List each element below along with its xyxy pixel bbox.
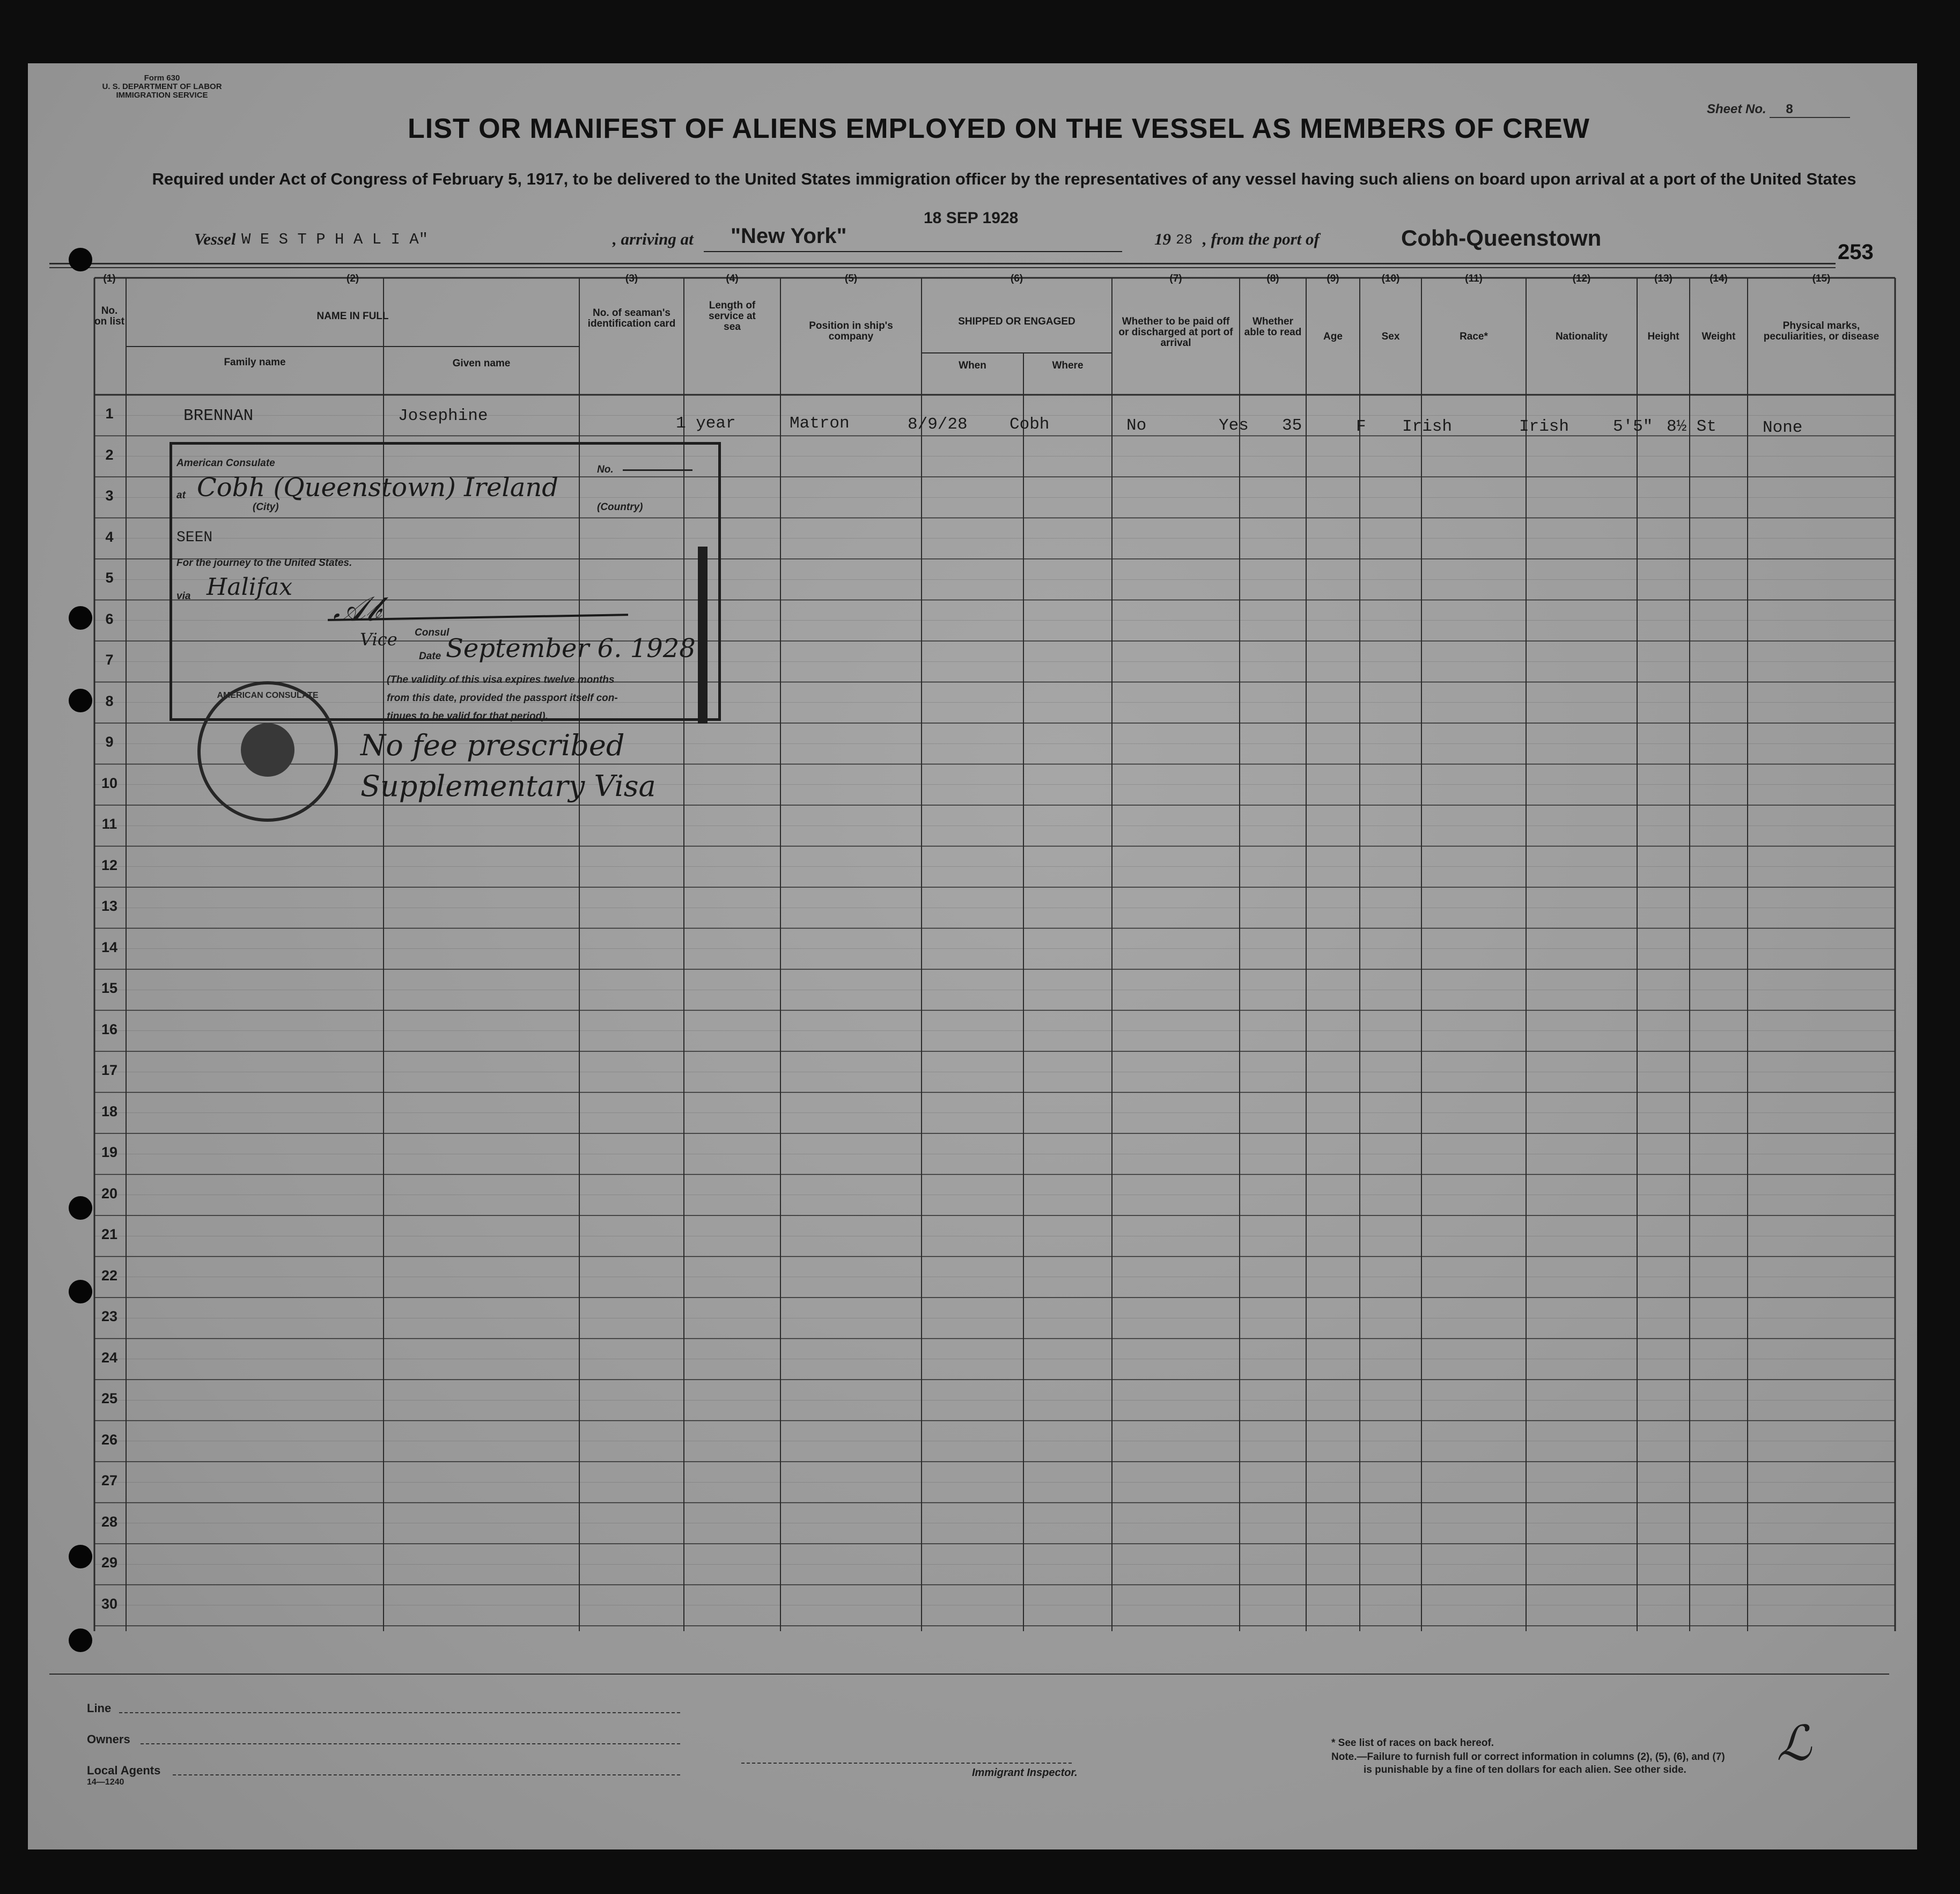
visa-via-place: Halifax: [207, 573, 293, 601]
col12-num: (12): [1572, 273, 1591, 284]
col15-num: (15): [1812, 273, 1831, 284]
col15-label: Physical marks, peculiarities, or disease: [1763, 320, 1880, 342]
col13-label: Height: [1647, 331, 1679, 342]
visa-stamp-edge: [698, 547, 708, 724]
cell-able-to-read: Yes: [1219, 416, 1249, 435]
col7-label: Whether to be paid off or discharged at port of arrival: [1118, 316, 1233, 349]
row-number: 27: [101, 1472, 118, 1488]
col11-num: (11): [1465, 273, 1483, 284]
row-number: 2: [105, 446, 114, 463]
col1-num: (1): [103, 273, 116, 284]
cell-position: Matron: [790, 414, 850, 433]
visa-stamp: [170, 442, 721, 721]
eagle-icon: [241, 723, 294, 777]
cell-paid-off: No: [1126, 416, 1147, 435]
row-number: 10: [101, 775, 118, 791]
visa-via-label: via: [176, 591, 191, 602]
cell-nationality: Irish: [1519, 417, 1570, 436]
visa-consul-label: Consul: [415, 627, 450, 638]
year-value: 28: [1176, 232, 1193, 248]
department-name: U. S. DEPARTMENT OF LABOR: [102, 82, 222, 91]
inspector-signature-field: [741, 1763, 1074, 1764]
visa-validity-line-2: from this date, provided the passport itself con-: [387, 692, 618, 704]
year-prefix: 19: [1154, 230, 1171, 248]
visa-seen-stamp: SEEN: [176, 529, 213, 546]
departure-port: Cobh-Queenstown: [1401, 225, 1602, 250]
col2-given-label: Given name: [452, 358, 511, 369]
col10-num: (10): [1381, 273, 1400, 284]
sheet-number-label: Sheet No.: [1707, 102, 1766, 116]
col2-family-label: Family name: [224, 357, 286, 368]
page-title: LIST OR MANIFEST OF ALIENS EMPLOYED ON THE VESSEL AS MEMBERS OF CREW: [408, 113, 1590, 144]
footer-owners-field: [141, 1743, 682, 1744]
col13-num: (13): [1654, 273, 1672, 284]
row-number: 23: [101, 1308, 118, 1324]
col6-where-label: Where: [1052, 360, 1084, 371]
row-number: 16: [101, 1021, 118, 1037]
row-number: 5: [105, 570, 114, 586]
footer-note-fine: is punishable by a fine of ten dollars for each alien. See other side.: [1364, 1764, 1686, 1775]
visa-validity-line-1: (The validity of this visa expires twelve months: [387, 674, 615, 686]
col6-label: SHIPPED OR ENGAGED: [958, 316, 1075, 327]
row-number: 26: [101, 1431, 118, 1448]
cell-height: 5'5": [1613, 417, 1653, 436]
cell-race: Irish: [1402, 417, 1453, 436]
cell-given-name: Josephine: [398, 407, 488, 425]
arriving-label: , arriving at: [613, 230, 694, 248]
row-number: 30: [101, 1595, 118, 1612]
row-number: 17: [101, 1062, 118, 1078]
cell-length-of-service: 1 year: [676, 414, 736, 433]
visa-city-country: Cobh (Queenstown) Ireland: [197, 473, 558, 503]
col5-num: (5): [844, 273, 858, 284]
col14-label: Weight: [1701, 331, 1736, 342]
row-number: 22: [101, 1267, 118, 1284]
col7-num: (7): [1169, 273, 1182, 284]
row-number: 4: [105, 528, 114, 545]
col9-label: Age: [1323, 331, 1343, 342]
page-subtitle: Required under Act of Congress of February 5, 1917, to be delivered to the United States immigration officer by the representatives of any vessel having such aliens on board upon arrival at a port of the United States: [152, 169, 1856, 188]
col2-num: (2): [346, 273, 359, 284]
row-number: 29: [101, 1554, 118, 1571]
visa-validity-line-3: tinues to be valid for that period).: [387, 711, 548, 722]
binder-hole: [69, 1196, 92, 1220]
row-number: 25: [101, 1390, 118, 1406]
visa-vice-label: Vice: [360, 629, 397, 650]
col3-label: No. of seaman's identification card: [587, 307, 676, 329]
col11-label: Race*: [1460, 331, 1488, 342]
col2-label: NAME IN FULL: [316, 311, 389, 322]
row-number: 28: [101, 1513, 118, 1530]
row-number: 11: [101, 816, 117, 832]
visa-date-label: Date: [419, 651, 441, 662]
col14-num: (14): [1710, 273, 1728, 284]
visa-consulate-label: American Consulate: [176, 458, 275, 469]
row-number: 14: [101, 939, 118, 955]
binder-hole: [69, 1280, 92, 1303]
row-number: 9: [105, 734, 114, 750]
vessel-name: W E S T P H A L I A": [241, 231, 429, 248]
row-number: 8: [105, 692, 114, 709]
row-number: 6: [105, 610, 114, 627]
col12-label: Nationality: [1555, 331, 1608, 342]
row-number: 20: [101, 1185, 118, 1202]
vessel-label: Vessel: [194, 230, 236, 248]
row-number: 3: [105, 488, 114, 504]
footer-note-failure: Note.—Failure to furnish full or correct information in columns (2), (5), (6), and (7): [1331, 1751, 1725, 1763]
visa-country-label: (Country): [597, 502, 643, 513]
row-number: 21: [101, 1226, 118, 1242]
col3-num: (3): [625, 273, 638, 284]
visa-journey-label: For the journey to the United States.: [176, 557, 352, 569]
cell-weight: 8½ St: [1667, 417, 1717, 436]
footer-agents-label: Local Agents: [87, 1764, 161, 1777]
form-number: Form 630: [144, 73, 180, 83]
col4-label: Length of service at sea: [709, 300, 756, 333]
from-label: , from the port of: [1203, 230, 1320, 248]
visa-no-label: No.: [597, 464, 614, 475]
binder-hole: [69, 1545, 92, 1568]
row-number: 12: [101, 857, 118, 873]
binder-hole: [69, 689, 92, 712]
binder-hole: [69, 1628, 92, 1652]
footer-note-races: * See list of races on back hereof.: [1331, 1737, 1494, 1749]
cell-shipped-when: 8/9/28: [908, 415, 968, 434]
row-number: 13: [101, 898, 118, 914]
row-number: 18: [101, 1103, 118, 1119]
row-number: 1: [105, 406, 114, 422]
footer-inspector-label: Immigrant Inspector.: [972, 1767, 1078, 1779]
inspector-initial-mark: ℒ: [1777, 1715, 1811, 1772]
service-name: IMMIGRATION SERVICE: [116, 91, 208, 100]
cell-sex: F: [1356, 417, 1366, 436]
row-number: 24: [101, 1349, 118, 1366]
col4-num: (4): [726, 273, 739, 284]
cell-age: 35: [1282, 416, 1302, 435]
cell-shipped-where: Cobh: [1010, 415, 1050, 434]
binder-hole: [69, 606, 92, 630]
col6-when-label: When: [959, 360, 986, 371]
footer-line-label: Line: [87, 1701, 112, 1715]
col1-label: No. on list: [94, 305, 124, 327]
footer-line-field: [119, 1712, 682, 1713]
consulate-seal: [197, 681, 338, 822]
footer-agents-field: [173, 1774, 682, 1775]
cell-physical-marks: None: [1763, 418, 1803, 437]
sheet-number-value: 8: [1770, 102, 1850, 118]
note-no-fee: No fee prescribed: [360, 728, 625, 762]
col9-num: (9): [1327, 273, 1339, 284]
seal-text: AMERICAN CONSULATE: [217, 691, 319, 700]
col8-label: Whether able to read: [1244, 316, 1302, 338]
col6-num: (6): [1010, 273, 1023, 284]
row-number: 7: [105, 652, 114, 668]
visa-date: September 6. 1928: [446, 633, 696, 664]
arrival-date-stamp: 18 SEP 1928: [924, 209, 1019, 227]
visa-at-label: at: [176, 490, 186, 501]
consul-signature: 𝒜𝒷: [333, 589, 380, 629]
col10-label: Sex: [1381, 331, 1400, 342]
manifest-sheet: [28, 63, 1917, 1849]
row-number: 15: [101, 980, 118, 996]
binder-hole: [69, 248, 92, 271]
visa-no-field: [623, 469, 692, 471]
col8-num: (8): [1266, 273, 1279, 284]
col5-label: Position in ship's company: [809, 320, 893, 342]
arriving-port: "New York": [731, 224, 847, 248]
manifest-page-number: 253: [1838, 240, 1874, 264]
footer-owners-label: Owners: [87, 1733, 130, 1746]
cell-family-name: BRENNAN: [183, 407, 254, 425]
footer-form-code: 14—1240: [87, 1778, 124, 1787]
note-supplementary-visa: Supplementary Visa: [360, 769, 656, 803]
row-number: 19: [101, 1144, 118, 1160]
visa-city-label: (City): [253, 502, 279, 513]
